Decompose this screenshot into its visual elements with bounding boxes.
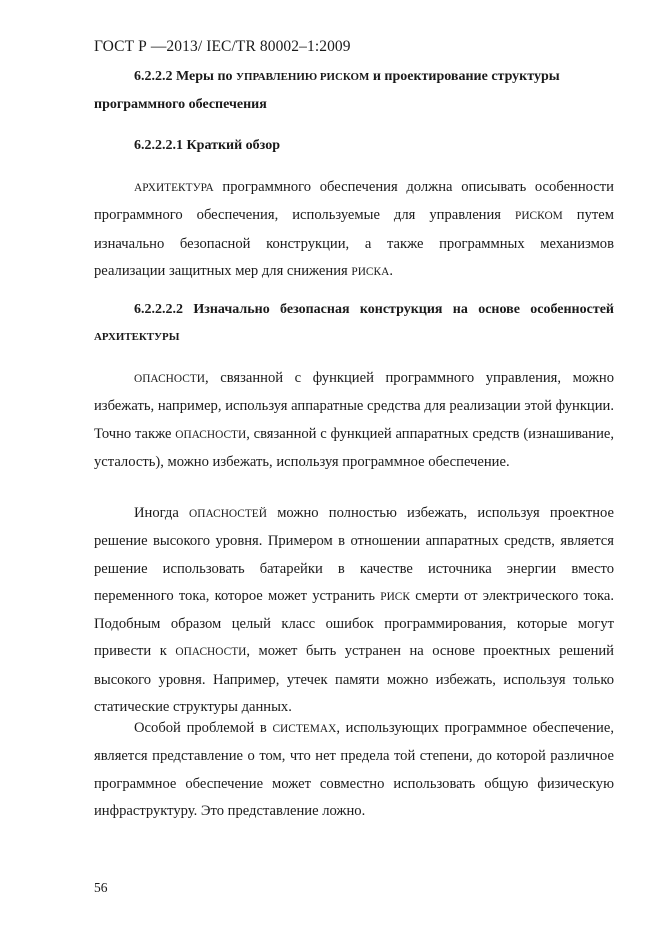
section-number: 6.2.2.2.1 <box>134 138 183 153</box>
term-risk: РИСКА <box>351 265 390 278</box>
section-title-part: и проектирование структуры программного обеспечения <box>94 69 560 112</box>
term-systems: СИСТЕМАХ <box>272 723 337 735</box>
term-hazard: ОПАСНОСТИ <box>175 428 247 441</box>
term-hazard: ОПАСНОСТИ <box>134 373 205 385</box>
section-title-term: АРХИТЕКТУРЫ <box>94 331 180 343</box>
term-architecture: АРХИТЕКТУРА <box>134 182 214 194</box>
term-hazard: ОПАСНОСТИ <box>175 646 247 659</box>
term-risk: РИСКОМ <box>515 210 563 223</box>
section-title-part: Изначально безопасная конструкция на основе особенностей <box>193 302 614 317</box>
paragraph-high-level-design: Иногда ОПАСНОСТЕЙ можно полностью избежать, используя проектное решение высокого уровня. Примером в отношении аппаратных средств, является решение использовать батарейки в качестве источника энергии вместо переменного тока, которое может устранить РИСК смерти от электрического тока. Подобным образом целый класс ошибок программирования, которые могут привести к ОПАСНОСТИ, может быть устранен на основе проектных решений высокого уровня. Например, утечек памяти можно избежать, используя только статические структуры данных. <box>94 505 614 716</box>
document-header: ГОСТ Р —2013/ IEC/TR 80002–1:2009 <box>94 38 351 55</box>
section-title: Краткий обзор <box>186 138 280 153</box>
paragraph-hazard-avoidance: ОПАСНОСТИ, связанной с функцией программного управления, можно избежать, например, используя аппаратные средства для реализации этой функции. Точно также ОПАСНОСТИ, связанной с функцией аппаратных средств (изнашивание, усталость), можно избежать, используя программное обеспечение. <box>94 370 615 470</box>
term-risk: РИСК <box>380 590 410 603</box>
paragraph-shared-infrastructure: Особой проблемой в СИСТЕМАХ, использующих программное обеспечение, является представление о том, что нет предела той степени, до которой различное программное обеспечение может совместно использовать общую физическую инфраструктуру. Это представление ложно. <box>94 720 614 819</box>
section-heading-6-2-2-2-2 <box>94 296 614 351</box>
section-number: 6.2.2.2.2 <box>134 302 183 317</box>
section-title-part: Меры по <box>176 69 233 84</box>
page-number: 56 <box>94 880 108 895</box>
section-title-term: УПРАВЛЕНИЮ РИСКОМ <box>236 71 370 83</box>
section-heading-6-2-2-2-1 <box>94 132 614 159</box>
term-hazards: ОПАСНОСТЕЙ <box>189 508 267 520</box>
paragraph-architecture: АРХИТЕКТУРА программного обеспечения должна описывать особенности программного обеспечения, используемые для управления РИСКОМ путем изначально безопасной конструкции, а также программных механизмов реализации защитных мер для снижения РИСКА. <box>94 179 614 279</box>
section-heading-6-2-2-2 <box>94 63 614 118</box>
section-number: 6.2.2.2 <box>134 69 173 84</box>
